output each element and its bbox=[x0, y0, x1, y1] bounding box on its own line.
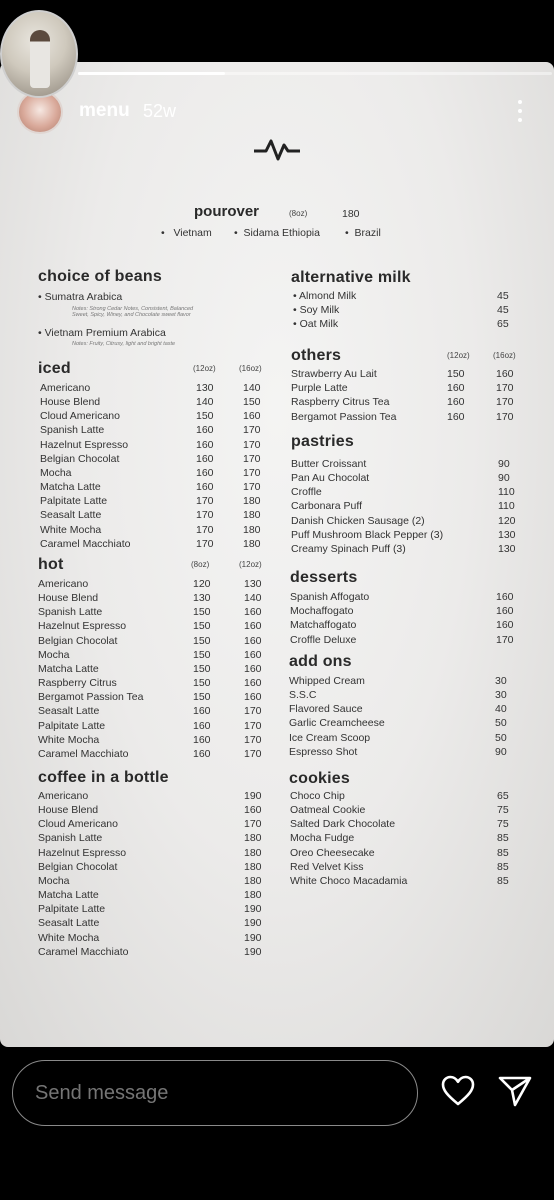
menu-item-name: • Oat Milk bbox=[293, 318, 339, 331]
menu-item-name: Raspberry Citrus bbox=[38, 677, 117, 690]
iced-size-large: (16oz) bbox=[239, 364, 262, 373]
menu-item-price: 160 bbox=[447, 396, 465, 409]
menu-item-name: Danish Chicken Sausage (2) bbox=[291, 514, 425, 527]
heart-icon[interactable] bbox=[441, 1075, 475, 1107]
menu-item-name: Americano bbox=[40, 382, 91, 394]
menu-item-name: Belgian Chocolat bbox=[40, 452, 120, 465]
menu-item-name: • Soy Milk bbox=[293, 304, 340, 317]
menu-item-price: 180 bbox=[244, 860, 262, 873]
menu-item-name: Cloud Americano bbox=[40, 410, 120, 423]
story-username[interactable]: menu bbox=[79, 100, 130, 121]
menu-item-price: 150 bbox=[193, 691, 211, 704]
menu-item-name: • Almond Milk bbox=[293, 290, 357, 302]
menu-item-name: Spanish Latte bbox=[38, 606, 103, 619]
pourover-origin: • Vietnam bbox=[161, 227, 212, 239]
menu-item-name: Caramel Macchiato bbox=[40, 537, 131, 550]
menu-item-price: 150 bbox=[193, 620, 211, 633]
menu-item-price: 130 bbox=[244, 578, 262, 590]
menu-item-name: Matcha Latte bbox=[38, 662, 99, 675]
menu-item-price: 170 bbox=[244, 747, 262, 760]
bottle-title: coffee in a bottle bbox=[38, 769, 169, 786]
menu-item-price: 45 bbox=[497, 304, 509, 317]
menu-item-price: 160 bbox=[244, 634, 262, 647]
menu-item-price: 180 bbox=[243, 537, 261, 550]
bean-notes: Sweet, Spicy, Winey, and Chocolate sweet flavor bbox=[72, 312, 191, 318]
menu-item-price: 190 bbox=[244, 931, 262, 944]
desserts-title: desserts bbox=[290, 569, 358, 586]
menu-item-name: Spanish Latte bbox=[38, 832, 103, 845]
menu-item-price: 160 bbox=[196, 424, 214, 437]
menu-item-price: 160 bbox=[193, 705, 211, 718]
menu-item-name: Americano bbox=[38, 790, 89, 802]
menu-item-price: 170 bbox=[196, 523, 214, 536]
menu-item-name: S.S.C bbox=[289, 689, 317, 702]
menu-item-price: 75 bbox=[497, 818, 509, 831]
menu-item-price: 180 bbox=[243, 495, 261, 508]
heartbeat-line-icon bbox=[254, 133, 300, 163]
menu-item-name: Belgian Chocolat bbox=[38, 860, 118, 873]
pourover-origin: • Brazil bbox=[345, 227, 381, 239]
menu-item-price: 180 bbox=[244, 889, 262, 902]
menu-item-name: Creamy Spinach Puff (3) bbox=[291, 542, 406, 555]
menu-item-price: 160 bbox=[244, 804, 262, 817]
menu-item-price: 160 bbox=[244, 606, 262, 619]
menu-item-name: Butter Croissant bbox=[291, 458, 367, 470]
iced-title: iced bbox=[38, 360, 71, 377]
menu-item-name: Matchaffogato bbox=[290, 619, 357, 632]
others-size-large: (16oz) bbox=[493, 351, 516, 360]
menu-item-name: Raspberry Citrus Tea bbox=[291, 396, 390, 409]
pastries-title: pastries bbox=[291, 433, 354, 450]
menu-item-price: 160 bbox=[496, 619, 514, 632]
menu-item-price: 160 bbox=[193, 747, 211, 760]
menu-item-name: Croffle Deluxe bbox=[290, 633, 357, 646]
milk-title: alternative milk bbox=[291, 269, 411, 286]
menu-item-price: 110 bbox=[498, 500, 515, 513]
menu-item-name: Mocha bbox=[38, 874, 70, 887]
menu-item-name: Americano bbox=[38, 578, 89, 590]
menu-item-price: 180 bbox=[244, 874, 262, 887]
menu-item-name: Carbonara Puff bbox=[291, 500, 363, 513]
menu-item-price: 160 bbox=[447, 382, 465, 395]
menu-item-price: 150 bbox=[193, 634, 211, 647]
menu-item-price: 170 bbox=[496, 396, 514, 409]
menu-item-price: 190 bbox=[244, 790, 262, 802]
pourover-size: (8oz) bbox=[289, 209, 308, 218]
story-author-avatar[interactable] bbox=[0, 10, 78, 98]
menu-item-price: 160 bbox=[244, 691, 262, 704]
menu-item-name: Spanish Latte bbox=[40, 424, 105, 437]
menu-item-name: Oreo Cheesecake bbox=[290, 846, 375, 859]
menu-item-name: Mocha Fudge bbox=[290, 832, 355, 845]
menu-item-name: Strawberry Au Lait bbox=[291, 368, 377, 380]
menu-item-price: 65 bbox=[497, 318, 509, 331]
menu-item-price: 120 bbox=[193, 578, 211, 590]
menu-item-price: 140 bbox=[244, 592, 262, 605]
menu-item-price: 160 bbox=[243, 410, 261, 423]
menu-item-price: 160 bbox=[193, 733, 211, 746]
menu-item-price: 190 bbox=[244, 917, 262, 930]
menu-item-name: Flavored Sauce bbox=[289, 703, 363, 716]
menu-item-name: Hazelnut Espresso bbox=[40, 438, 129, 451]
menu-item-price: 150 bbox=[193, 648, 211, 661]
menu-item-price: 160 bbox=[496, 368, 514, 380]
menu-item-name: Oatmeal Cookie bbox=[290, 804, 366, 817]
beans-title: choice of beans bbox=[38, 268, 162, 285]
menu-item-price: 160 bbox=[244, 677, 262, 690]
menu-item-price: 170 bbox=[243, 481, 261, 494]
pourover-origin: • Sidama Ethiopia bbox=[234, 227, 320, 239]
menu-item-price: 130 bbox=[498, 542, 516, 555]
menu-item-name: Cloud Americano bbox=[38, 818, 118, 831]
menu-item-price: 150 bbox=[243, 396, 261, 409]
menu-item-name: Palpitate Latte bbox=[40, 495, 108, 508]
menu-item-name: Red Velvet Kiss bbox=[290, 860, 364, 873]
menu-item-price: 170 bbox=[243, 424, 261, 437]
menu-item-name: Palpitate Latte bbox=[38, 903, 106, 916]
menu-item-price: 190 bbox=[244, 945, 262, 958]
menu-item-price: 85 bbox=[497, 846, 509, 859]
menu-item-price: 190 bbox=[244, 903, 262, 916]
menu-item-price: 30 bbox=[495, 675, 507, 687]
pourover-title: pourover bbox=[194, 203, 260, 220]
menu-item-name: White Mocha bbox=[40, 523, 102, 536]
menu-item-price: 85 bbox=[497, 860, 509, 873]
menu-item-name: Spanish Affogato bbox=[290, 591, 370, 603]
hot-size-large: (12oz) bbox=[239, 560, 262, 569]
menu-item-price: 50 bbox=[495, 731, 507, 744]
menu-item-price: 65 bbox=[497, 790, 509, 802]
menu-item-price: 170 bbox=[196, 509, 214, 522]
menu-item-name: Hazelnut Espresso bbox=[38, 846, 127, 859]
menu-item-name: Matcha Latte bbox=[38, 889, 99, 902]
story-progress-fill bbox=[78, 72, 225, 75]
hot-size-small: (8oz) bbox=[191, 560, 210, 569]
menu-item-name: Matcha Latte bbox=[40, 481, 101, 494]
menu-item-price: 160 bbox=[193, 719, 211, 732]
menu-item-price: 30 bbox=[495, 689, 507, 702]
menu-item-price: 160 bbox=[244, 648, 262, 661]
menu-item-name: Bergamot Passion Tea bbox=[38, 691, 144, 704]
menu-item-price: 150 bbox=[193, 606, 211, 619]
menu-item-price: 160 bbox=[196, 466, 214, 479]
send-message-input[interactable] bbox=[12, 1060, 418, 1126]
menu-item-price: 160 bbox=[196, 438, 214, 451]
menu-item-price: 85 bbox=[497, 874, 509, 887]
menu-item-name: Garlic Creamcheese bbox=[289, 717, 385, 730]
menu-item-name: Palpitate Latte bbox=[38, 719, 106, 732]
menu-item-name: House Blend bbox=[40, 396, 101, 409]
menu-item-name: Mocha bbox=[38, 648, 70, 661]
menu-item-price: 170 bbox=[244, 733, 262, 746]
menu-item-price: 170 bbox=[496, 633, 514, 646]
pourover-price: 180 bbox=[342, 208, 360, 220]
menu-item-name: Ice Cream Scoop bbox=[289, 731, 371, 744]
menu-item-name: White Mocha bbox=[38, 931, 100, 944]
menu-item-price: 180 bbox=[244, 846, 262, 859]
menu-item-name: Croffle bbox=[291, 486, 322, 499]
menu-item-name: Caramel Macchiato bbox=[38, 747, 129, 760]
menu-item-name: Hazelnut Espresso bbox=[38, 620, 127, 633]
menu-item-name: Seasalt Latte bbox=[40, 509, 102, 522]
bean-notes: Notes: Strong Cedar Notes, Consistent, Balanced bbox=[72, 306, 194, 312]
addons-title: add ons bbox=[289, 653, 352, 670]
hot-title: hot bbox=[38, 556, 64, 573]
menu-item-price: 130 bbox=[193, 592, 211, 605]
menu-item-price: 170 bbox=[243, 452, 261, 465]
bean-item: • Vietnam Premium Arabica bbox=[38, 327, 166, 339]
menu-item-price: 160 bbox=[196, 452, 214, 465]
menu-item-price: 170 bbox=[196, 495, 214, 508]
menu-item-price: 85 bbox=[497, 832, 509, 845]
menu-item-name: Mochaffogato bbox=[290, 605, 354, 618]
menu-item-price: 150 bbox=[447, 368, 465, 380]
menu-item-name: Pan Au Chocolat bbox=[291, 472, 370, 485]
menu-item-name: White Choco Macadamia bbox=[290, 874, 408, 887]
menu-item-price: 40 bbox=[495, 703, 507, 716]
menu-item-price: 160 bbox=[244, 662, 262, 675]
menu-item-name: Seasalt Latte bbox=[38, 917, 100, 930]
menu-item-price: 170 bbox=[196, 537, 214, 550]
bean-item: • Sumatra Arabica bbox=[38, 291, 123, 303]
menu-item-name: Caramel Macchiato bbox=[38, 945, 129, 958]
menu-item-price: 90 bbox=[498, 458, 510, 470]
menu-item-price: 160 bbox=[447, 410, 465, 423]
menu-item-price: 170 bbox=[244, 705, 262, 718]
menu-item-name: Salted Dark Chocolate bbox=[290, 818, 396, 831]
menu-item-price: 160 bbox=[496, 591, 514, 603]
menu-item-price: 180 bbox=[243, 509, 261, 522]
menu-item-name: Seasalt Latte bbox=[38, 705, 100, 718]
story-timestamp: 52w bbox=[143, 101, 177, 121]
menu-item-price: 90 bbox=[498, 472, 510, 485]
menu-item-price: 160 bbox=[196, 481, 214, 494]
bean-notes: Notes: Fruity, Citrusy, light and bright taste bbox=[72, 341, 176, 347]
menu-item-name: Choco Chip bbox=[290, 790, 345, 802]
menu-item-price: 130 bbox=[196, 382, 214, 394]
menu-item-name: Purple Latte bbox=[291, 382, 348, 395]
menu-item-price: 160 bbox=[244, 620, 262, 633]
menu-item-price: 170 bbox=[244, 818, 262, 831]
menu-item-name: White Mocha bbox=[38, 733, 100, 746]
menu-item-name: House Blend bbox=[38, 592, 99, 605]
menu-item-name: Espresso Shot bbox=[289, 745, 358, 758]
menu-item-name: Puff Mushroom Black Pepper (3) bbox=[291, 528, 444, 541]
menu-item-price: 170 bbox=[243, 466, 261, 479]
cookies-title: cookies bbox=[289, 770, 350, 787]
menu-item-price: 75 bbox=[497, 804, 509, 817]
menu-item-price: 140 bbox=[196, 396, 214, 409]
menu-item-price: 50 bbox=[495, 717, 507, 730]
menu-item-price: 150 bbox=[193, 662, 211, 675]
story-progress-bar bbox=[78, 72, 552, 75]
menu-item-name: Whipped Cream bbox=[289, 675, 365, 687]
menu-item-price: 170 bbox=[496, 410, 514, 423]
menu-item-price: 130 bbox=[498, 528, 516, 541]
menu-item-name: Bergamot Passion Tea bbox=[291, 410, 397, 423]
send-icon[interactable] bbox=[498, 1075, 532, 1107]
others-size-small: (12oz) bbox=[447, 351, 470, 360]
menu-item-name: Mocha bbox=[40, 466, 72, 479]
menu-item-price: 90 bbox=[495, 745, 507, 758]
menu-item-price: 150 bbox=[196, 410, 214, 423]
menu-item-price: 170 bbox=[496, 382, 514, 395]
menu-item-name: House Blend bbox=[38, 804, 99, 817]
more-vertical-icon[interactable] bbox=[512, 98, 528, 124]
menu-item-price: 180 bbox=[244, 832, 262, 845]
menu-item-price: 150 bbox=[193, 677, 211, 690]
menu-item-price: 170 bbox=[244, 719, 262, 732]
menu-item-price: 110 bbox=[498, 486, 515, 499]
menu-item-price: 160 bbox=[496, 605, 514, 618]
menu-item-name: Belgian Chocolat bbox=[38, 634, 118, 647]
menu-item-price: 120 bbox=[498, 514, 516, 527]
menu-item-price: 45 bbox=[497, 290, 509, 302]
others-title: others bbox=[291, 347, 342, 364]
menu-item-price: 170 bbox=[243, 438, 261, 451]
menu-item-price: 180 bbox=[243, 523, 261, 536]
iced-size-small: (12oz) bbox=[193, 364, 216, 373]
menu-item-price: 140 bbox=[243, 382, 261, 394]
